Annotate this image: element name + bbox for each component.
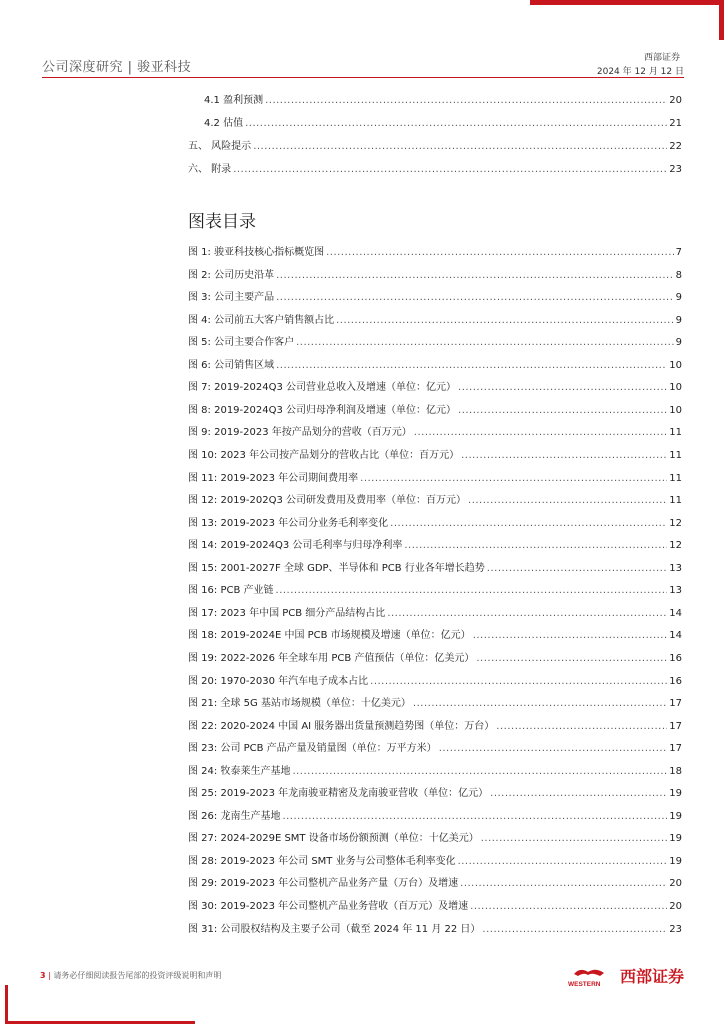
figure-entry-page: 14 [669, 630, 682, 642]
figure-entry-page: 20 [669, 901, 682, 912]
corner-decoration-right [719, 0, 724, 40]
leader-dots [296, 337, 674, 348]
figure-entry-label: 图 8: 2019-2024Q3 公司归母净利润及增速（单位：亿元） [188, 404, 457, 416]
figure-entry-page: 17 [669, 720, 682, 732]
figure-entry[interactable] [188, 356, 682, 370]
figure-entry[interactable] [188, 852, 682, 866]
leader-dots [413, 698, 667, 709]
figure-entry-label: 图 30: 2019-2023 年公司整机产品业务营收（百万元）及增速 [188, 901, 469, 912]
figure-entry-page: 17 [669, 743, 682, 755]
figure-entry[interactable] [188, 762, 682, 776]
figure-entry[interactable] [188, 491, 682, 505]
figure-entry-page: 16 [669, 652, 682, 664]
broker-logo [566, 964, 684, 987]
logo-name: 西部证券 [619, 967, 684, 986]
figure-entry-page: 12 [669, 517, 682, 529]
figure-entry[interactable] [188, 559, 682, 573]
figure-entry[interactable] [188, 469, 682, 483]
figure-entry[interactable] [188, 739, 682, 753]
figure-entry[interactable] [188, 784, 682, 798]
figure-entry-label: 图 25: 2019-2023 年龙南骏亚精密及龙南骏亚营收（单位：亿元） [188, 788, 489, 800]
leader-dots [282, 811, 667, 822]
leader-dots [360, 473, 667, 484]
toc-entry-label: 五、 风险提示 [188, 141, 252, 152]
figure-entry[interactable] [188, 920, 682, 934]
toc-entry[interactable] [188, 137, 682, 151]
leader-dots [458, 382, 667, 393]
figure-entry-page: 10 [669, 359, 682, 371]
toc-entry[interactable] [204, 114, 682, 128]
leader-dots [481, 833, 668, 844]
leader-dots [458, 856, 668, 867]
figure-entry[interactable] [188, 672, 682, 686]
figure-entry-label: 图 13: 2019-2023 年公司分业务毛利率变化 [188, 517, 389, 529]
footer-disclaimer: 3 | 请务必仔细阅读报告尾部的投资评级说明和声明 [40, 971, 222, 980]
figure-entry-page: 19 [669, 855, 682, 867]
figure-entry-label: 图 27: 2024-2029E SMT 设备市场份额预测（单位：十亿美元） [188, 833, 479, 845]
figure-entry-page: 16 [669, 675, 682, 687]
figure-entry-label: 图 26: 龙南生产基地 [188, 810, 281, 822]
leader-dots [276, 585, 668, 596]
figure-entry-page: 10 [669, 404, 682, 416]
figure-entry-label: 图 1: 骏亚科技核心指标概览图 [188, 247, 325, 258]
figure-entry[interactable] [188, 514, 682, 528]
figure-entry-label: 图 16: PCB 产业链 [188, 585, 274, 597]
figure-entry-label: 图 21: 全球 5G 基站市场规模（单位：十亿美元） [188, 698, 411, 709]
figure-entry[interactable] [188, 333, 682, 347]
figure-entry-page: 11 [669, 427, 682, 439]
leader-dots [470, 901, 667, 912]
figure-entry[interactable] [188, 378, 682, 392]
header-divider [42, 77, 684, 78]
figure-entry-label: 图 17: 2023 年中国 PCB 细分产品结构占比 [188, 607, 386, 619]
figure-entry-page: 19 [669, 810, 682, 822]
toc-entry[interactable] [204, 91, 682, 105]
bull-logo-icon [566, 965, 618, 987]
figure-entry-page: 19 [669, 788, 682, 800]
logo-subtext: WESTERN [567, 980, 601, 987]
figure-entry[interactable] [188, 243, 682, 257]
figure-entry-page: 8 [675, 269, 682, 281]
figure-entry[interactable] [188, 311, 682, 325]
leader-dots [276, 270, 674, 281]
figure-entry-page: 9 [675, 314, 682, 326]
corner-decoration-left [5, 985, 8, 1024]
figure-entry-label: 图 6: 公司销售区域 [188, 359, 275, 371]
figure-entry-label: 图 28: 2019-2023 年公司 SMT 业务与公司整体毛利率变化 [188, 855, 456, 867]
leader-dots [233, 164, 667, 175]
leader-dots [245, 118, 667, 129]
figure-entry-page: 11 [669, 472, 682, 484]
broker-name: 西部证券 [643, 53, 680, 63]
figure-entry[interactable] [188, 626, 682, 640]
figure-entry[interactable] [188, 829, 682, 843]
figure-entry-label: 图 24: 牧泰莱生产基地 [188, 765, 291, 777]
toc-entry-page: 22 [669, 141, 682, 152]
leader-dots [487, 563, 667, 574]
leader-dots [326, 247, 674, 258]
leader-dots [461, 450, 667, 461]
figure-entry[interactable] [188, 288, 682, 302]
figure-entry[interactable] [188, 897, 682, 911]
leader-dots [476, 653, 667, 664]
leader-dots [490, 788, 667, 799]
figure-entry-page: 14 [669, 607, 682, 619]
toc-entry[interactable] [188, 160, 682, 174]
figure-entry-label: 图 31: 公司股权结构及主要子公司（截至 2024 年 11 月 22 日） [188, 923, 481, 935]
figure-entry[interactable] [188, 874, 682, 888]
toc-entry-page: 21 [669, 118, 682, 129]
figure-entry-page: 19 [669, 833, 682, 845]
figure-entry-label: 图 4: 公司前五大客户销售额占比 [188, 314, 335, 326]
leader-dots [253, 141, 667, 152]
figure-entry[interactable] [188, 717, 682, 731]
figure-entry-page: 9 [675, 337, 682, 349]
figure-entry-label: 图 3: 公司主要产品 [188, 292, 275, 304]
leader-dots [496, 721, 667, 732]
disclaimer-text: 请务必仔细阅读报告尾部的投资评级说明和声明 [53, 971, 222, 980]
figure-entry-page: 13 [669, 585, 682, 597]
figure-entry-page: 7 [675, 247, 682, 258]
leader-dots [390, 518, 667, 529]
figure-entry-page: 10 [669, 382, 682, 394]
report-category: 公司深度研究 | 骏亚科技 [42, 60, 192, 75]
corner-decoration-top [530, 0, 724, 5]
figure-entry[interactable] [188, 536, 682, 550]
figure-entry[interactable] [188, 649, 682, 663]
figure-entry-label: 图 12: 2019-202Q3 公司研发费用及费用率（单位：百万元） [188, 495, 467, 507]
figure-entry-label: 图 15: 2001-2027F 全球 GDP、半导体和 PCB 行业各年增长趋势 [188, 562, 485, 574]
figure-entry-page: 13 [669, 562, 682, 574]
figure-entry-label: 图 20: 1970-2030 年汽车电子成本占比 [188, 675, 369, 687]
leader-dots [473, 630, 668, 641]
figure-entry[interactable] [188, 401, 682, 415]
figure-entry-label: 图 29: 2019-2023 年公司整机产品业务产量（万台）及增速 [188, 878, 459, 890]
figure-entry[interactable] [188, 423, 682, 437]
figure-entry-label: 图 5: 公司主要合作客户 [188, 337, 295, 349]
leader-dots [482, 924, 667, 935]
leader-dots [439, 743, 668, 754]
leader-dots [336, 315, 674, 326]
figure-entry[interactable] [188, 694, 682, 708]
figure-entry-page: 9 [675, 292, 682, 304]
figure-entry[interactable] [188, 604, 682, 618]
figure-entry-label: 图 11: 2019-2023 年公司期间费用率 [188, 472, 359, 484]
leader-dots [276, 360, 667, 371]
figure-entry-label: 图 7: 2019-2024Q3 公司营业总收入及增速（单位：亿元） [188, 382, 457, 394]
figure-entry-label: 图 14: 2019-2024Q3 公司毛利率与归母净利率 [188, 540, 403, 552]
toc-entry-label: 4.2 估值 [204, 118, 244, 129]
figure-entry-page: 18 [669, 765, 682, 777]
leader-dots [276, 292, 674, 303]
figure-entry-page: 11 [669, 450, 682, 461]
page-number: 3 [40, 971, 46, 980]
figure-entry-page: 23 [669, 923, 682, 935]
toc-entry-label: 4.1 盈利预测 [204, 95, 264, 106]
report-date: 2024 年 12 月 12 日 [596, 67, 684, 77]
leader-dots [404, 540, 667, 551]
leader-dots [458, 405, 667, 416]
figure-entry-label: 图 19: 2022-2026 年全球车用 PCB 产值预估（单位：亿美元） [188, 652, 475, 664]
toc-entry-page: 20 [669, 95, 682, 106]
figure-entry[interactable] [188, 266, 682, 280]
figure-entry-page: 11 [669, 495, 682, 507]
figure-entry-label: 图 9: 2019-2023 年按产品划分的营收（百万元） [188, 427, 412, 439]
leader-dots [387, 608, 667, 619]
figure-entry-label: 图 10: 2023 年公司按产品划分的营收占比（单位：百万元） [188, 450, 460, 461]
figure-entry-page: 20 [669, 878, 682, 890]
leader-dots [292, 766, 667, 777]
figure-entry[interactable] [188, 581, 682, 595]
toc-entry-page: 23 [669, 164, 682, 175]
toc-entry-label: 六、 附录 [188, 164, 232, 175]
figure-entry[interactable] [188, 807, 682, 821]
leader-dots [468, 495, 667, 506]
leader-dots [460, 878, 667, 889]
leader-dots [414, 427, 667, 438]
leader-dots [370, 676, 667, 687]
figure-entry-page: 17 [669, 698, 682, 709]
figure-entry-label: 图 18: 2019-2024E 中国 PCB 市场规模及增速（单位：亿元） [188, 630, 471, 642]
figures-list-title: 图表目录 [188, 212, 256, 232]
leader-dots [265, 95, 667, 106]
figure-entry[interactable] [188, 446, 682, 460]
figure-entry-label: 图 2: 公司历史沿革 [188, 269, 275, 281]
figure-entry-page: 12 [669, 540, 682, 552]
figure-entry-label: 图 22: 2020-2024 中国 AI 服务器出货量预测趋势图（单位：万台） [188, 720, 495, 732]
figure-entry-label: 图 23: 公司 PCB 产品产量及销量图（单位：万平方米） [188, 743, 437, 755]
